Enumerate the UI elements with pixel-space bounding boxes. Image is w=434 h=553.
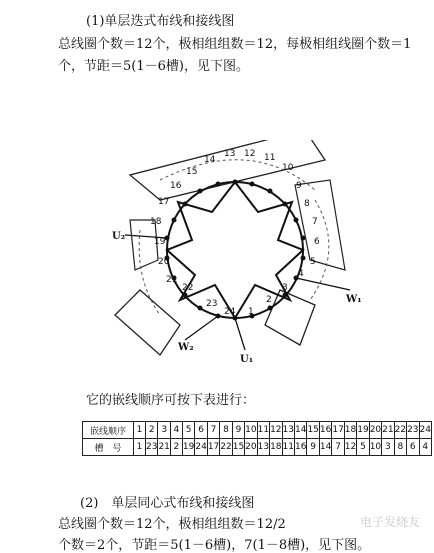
- slot-label-8: 8: [304, 199, 310, 209]
- slot-cell: 8: [394, 439, 406, 456]
- slot-label-17: 17: [158, 197, 170, 207]
- slot-cell: 14: [319, 439, 331, 456]
- terminal-w2-label: W₂: [178, 342, 194, 353]
- slot-cell: 7: [332, 439, 344, 456]
- order-cell: 21: [382, 422, 394, 439]
- section2-heading: (2) 单层同心式布线和接线图: [80, 496, 255, 511]
- sequence-intro: 它的嵌线顺序可按下表进行：: [86, 393, 256, 408]
- slot-label-23: 23: [206, 299, 218, 309]
- order-cell: 14: [294, 422, 306, 439]
- order-cell: 7: [207, 422, 219, 439]
- table-row-order: [83, 422, 432, 439]
- slot-label-4: 4: [298, 269, 304, 279]
- winding-diagram: [100, 140, 370, 375]
- insertion-sequence-table: [82, 421, 432, 456]
- slot-label-22: 22: [182, 283, 194, 293]
- table-row-slots: [83, 439, 432, 456]
- slot-label-1: 1: [248, 307, 254, 317]
- slot-cell: 11: [282, 439, 294, 456]
- order-cell: 5: [182, 422, 194, 439]
- slot-label-5: 5: [310, 257, 316, 267]
- order-cell: 23: [407, 422, 419, 439]
- slot-cell: 9: [307, 439, 319, 456]
- slot-label-11: 11: [264, 153, 276, 163]
- slot-cell: 12: [344, 439, 356, 456]
- order-cell: 11: [257, 422, 269, 439]
- terminal-w1-label: W₁: [346, 294, 362, 305]
- slot-cell: 22: [220, 439, 232, 456]
- slot-label-13: 13: [224, 149, 236, 159]
- slot-label-21: 21: [166, 275, 178, 285]
- order-cell: 1: [134, 422, 146, 439]
- order-cell: 12: [270, 422, 282, 439]
- order-cell: 2: [146, 422, 158, 439]
- order-cell: 15: [307, 422, 319, 439]
- order-cell: 22: [394, 422, 406, 439]
- slot-label-2: 2: [266, 295, 272, 305]
- slot-cell: 17: [207, 439, 219, 456]
- slot-cell: 18: [270, 439, 282, 456]
- order-cell: 6: [195, 422, 207, 439]
- slot-label-7: 7: [312, 217, 318, 227]
- slot-label-3: 3: [282, 283, 288, 293]
- terminal-u1-label: U₁: [240, 354, 254, 365]
- section2-line2: 个数＝2个，节距＝5(1－6槽)，7(1－8槽)，见下图。: [58, 538, 371, 553]
- slot-cell: 19: [182, 439, 194, 456]
- slot-label-9: 9: [296, 181, 302, 191]
- slot-cell: 4: [419, 439, 431, 456]
- order-cell: 8: [220, 422, 232, 439]
- section1-heading: (1)单层迭式布线和接线图: [86, 14, 235, 29]
- order-cell: 9: [232, 422, 244, 439]
- order-cell: 20: [369, 422, 381, 439]
- slot-cell: 24: [195, 439, 207, 456]
- slot-label-24: 24: [224, 307, 236, 317]
- slot-cell: 23: [146, 439, 158, 456]
- slot-cell: 2: [170, 439, 182, 456]
- order-cell: 10: [245, 422, 257, 439]
- slot-cell: 20: [245, 439, 257, 456]
- slot-label-14: 14: [204, 155, 216, 165]
- slot-label-10: 10: [282, 163, 294, 173]
- watermark: 电子发烧友: [359, 515, 420, 529]
- slot-cell: 5: [357, 439, 369, 456]
- slot-cell: 3: [382, 439, 394, 456]
- order-cell: 4: [170, 422, 182, 439]
- slot-cell: 16: [294, 439, 306, 456]
- order-cell: 17: [332, 422, 344, 439]
- slot-label-12: 12: [244, 149, 256, 159]
- slot-cell: 1: [134, 439, 146, 456]
- order-cell: 19: [357, 422, 369, 439]
- section1-line1: 总线圈个数＝12个，极相组组数＝12，每极相组线圈个数＝1: [58, 37, 412, 52]
- slot-cell: 6: [407, 439, 419, 456]
- section1-line2: 个，节距＝5(1－6槽)，见下图。: [58, 59, 249, 74]
- slot-label-20: 20: [158, 257, 170, 267]
- order-cell: 24: [419, 422, 431, 439]
- slot-cell: 15: [232, 439, 244, 456]
- order-cell: 16: [319, 422, 331, 439]
- terminal-u2-label: U₂: [112, 231, 126, 242]
- order-cell: 18: [344, 422, 356, 439]
- slot-label-19: 19: [154, 237, 166, 247]
- slot-label-6: 6: [314, 237, 320, 247]
- section2-line1: 总线圈个数＝12个，极相组组数＝12/2: [58, 517, 286, 532]
- slot-cell: 13: [257, 439, 269, 456]
- slot-label-16: 16: [170, 181, 182, 191]
- row1-label: 嵌线顺序: [83, 422, 134, 439]
- slot-cell: 10: [369, 439, 381, 456]
- row2-label: 槽 号: [83, 439, 134, 456]
- order-cell: 13: [282, 422, 294, 439]
- slot-label-15: 15: [186, 167, 198, 177]
- slot-cell: 21: [158, 439, 170, 456]
- order-cell: 3: [158, 422, 170, 439]
- slot-label-18: 18: [150, 217, 162, 227]
